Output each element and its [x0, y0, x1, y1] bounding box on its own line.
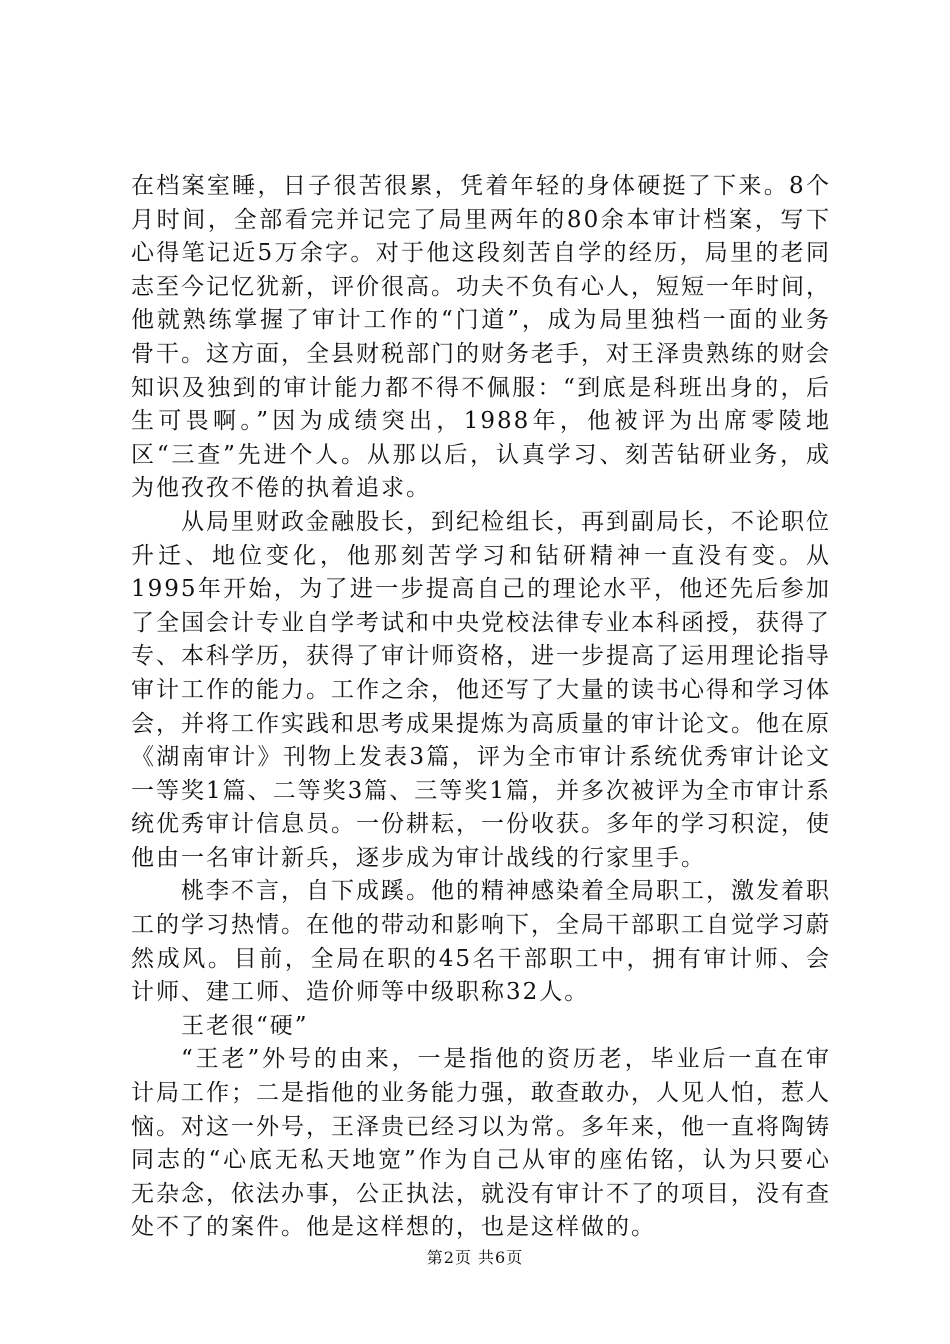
- document-body: [131, 170, 831, 1245]
- paragraph-3: 桃李不言，自下成蹊。他的精神感染着全局职工，激发着职工的学习热情。在他的带动和影响下，全局干部职工自觉学习蔚然成风。目前，全局在职的45名干部职工中，拥有审计师、会计师、建工师、造价师等中级职称32人。: [131, 878, 831, 1006]
- paragraph-1: 在档案室睡，日子很苦很累，凭着年轻的身体硬挺了下来。8个月时间，全部看完并记完了局里两年的80余本审计档案，写下心得笔记近5万余字。对于他这段刻苦自学的经历，局里的老同志至今记忆犹新，评价很高。功夫不负有心人，短短一年时间，他就熟练掌握了审计工作的“门道”，成为局里独档一面的业务骨干。这方面，全县财税部门的财务老手，对王泽贵熟练的财会知识及独到的审计能力都不得不佩服：“到底是科班出身的，后生可畏啊。”因为成绩突出，1988年，他被评为出席零陵地区“三查”先进个人。从那以后，认真学习、刻苦钻研业务，成为他孜孜不倦的执着追求。: [131, 173, 831, 502]
- paragraph-4: “王老”外号的由来，一是指他的资历老，毕业后一直在审计局工作；二是指他的业务能力强，敢查敢办，人见人怕，惹人恼。对这一外号，王泽贵已经习以为常。多年来，他一直将陶铸同志的“心底无私天地宽”作为自己从审的座佑铭，认为只要心无杂念，依法办事，公正执法，就没有审计不了的项目，没有查处不了的案件。他是这样想的，也是这样做的。: [131, 1046, 831, 1241]
- section-heading: 王老很“硬”: [181, 1012, 309, 1039]
- paragraph-2: 从局里财政金融股长，到纪检组长，再到副局长，不论职位升迁、地位变化，他那刻苦学习和钻研精神一直没有变。从1995年开始，为了进一步提高自己的理论水平，他还先后参加了全国会计专业自学考试和中央党校法律专业本科函授，获得了专、本科学历，获得了审计师资格，进一步提高了运用理论指导审计工作的能力。工作之余，他还写了大量的读书心得和学习体会，并将工作实践和思考成果提炼为高质量的审计论文。他在原《湖南审计》刊物上发表3篇，评为全市审计系统优秀审计论文一等奖1篇、二等奖3篇、三等奖1篇，并多次被评为全市审计系统优秀审计信息员。一份耕耘，一份收获。多年的学习积淀，使他由一名审计新兵，逐步成为审计战线的行家里手。: [131, 508, 831, 871]
- page-number-footer: 第2页 共6页: [426, 1248, 524, 1267]
